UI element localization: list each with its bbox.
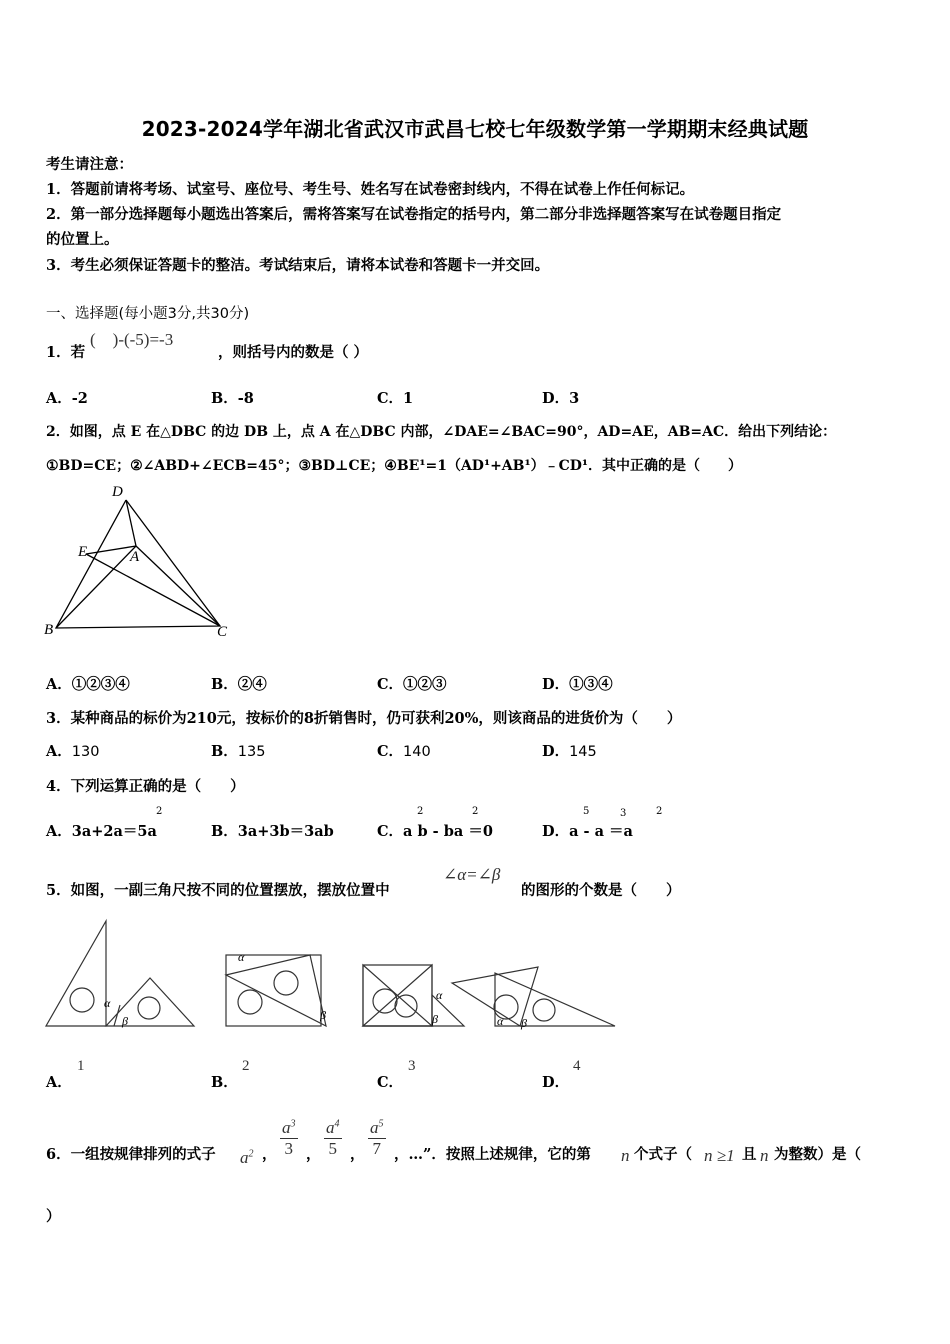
fig3-alpha: α [436, 988, 443, 1002]
notice-heading: 考生请注意： [46, 156, 133, 173]
label-d: D [112, 484, 123, 500]
q2-option-c: C．①②③ [377, 676, 447, 693]
label-a: A [130, 549, 140, 565]
fig2-beta: β [320, 1008, 326, 1022]
q6-cond2: 且 [742, 1146, 757, 1163]
q1-prefix: 1．若 [46, 344, 86, 361]
fig2-alpha: α [238, 950, 245, 964]
q1-option-d: D．3 [542, 390, 580, 407]
q2-line2: ①BD=CE；②∠ABD+∠ECB=45°；③BD⊥CE；④BE¹=1（AD¹+AB¹）﹣CD¹．其中正确的是（ ） [46, 458, 743, 474]
q5-formula: ∠α=∠β [443, 865, 501, 884]
fig3-beta: β [432, 1012, 438, 1026]
q2-option-d: D．①③④ [542, 676, 613, 693]
q5-option-b: B． [211, 1074, 238, 1091]
q6-sep-3: ， [350, 1146, 365, 1163]
q6-sep-1: ， [262, 1146, 277, 1163]
q1-formula: ( )-(-5)=-3 [90, 330, 174, 349]
notice-item-2: 2．第一部分选择题每小题选出答案后，需将答案写在试卷指定的括号内，第二部分非选择题答案写在试卷题目指定 [46, 206, 782, 223]
q4-a-sup: 2 [156, 806, 163, 817]
q1-option-a: A．-2 [46, 390, 88, 407]
q6-n: n [621, 1146, 630, 1165]
q5-option-c: C． [377, 1074, 404, 1091]
q4-option-a: A．3a+2a＝5a [46, 823, 157, 840]
q5-prefix: 5．如图，一副三角尺按不同的位置摆放，摆放位置中 [46, 882, 390, 899]
q4-d-sup-3: 2 [656, 806, 663, 817]
q5-option-c-value: 3 [408, 1058, 416, 1074]
q6-suffix: 为整数）是（ [774, 1146, 861, 1163]
q3-option-d: D．145 [542, 743, 597, 760]
q4-c-sup-2: 2 [472, 806, 479, 817]
notice-item-3: 3．考生必须保证答题卡的整洁。考试结束后，请将本试卷和答题卡一并交回。 [46, 257, 550, 274]
q5-option-b-value: 2 [242, 1058, 250, 1074]
q1-option-c: C．1 [377, 390, 414, 407]
fig1-beta: β [122, 1014, 128, 1028]
q5-option-d: D． [542, 1074, 570, 1091]
q6-first-term: $a^2$ [240, 1148, 254, 1167]
q2-figure [40, 480, 240, 640]
q5-option-d-value: 4 [573, 1058, 581, 1074]
fig4-alpha: α [497, 1014, 504, 1028]
q6-sep-2: ， [306, 1146, 321, 1163]
section-heading: 一、选择题(每小题3分,共30分) [46, 306, 250, 322]
q3-option-c: C．140 [377, 743, 431, 760]
q6-cond: n ≥1 [704, 1146, 735, 1165]
q1-option-b: B．-8 [211, 390, 254, 407]
label-e: E [78, 544, 88, 560]
q6-frac-3: $\frac{a^5}{7}$ [370, 1118, 384, 1158]
fig1-alpha: α [104, 996, 111, 1010]
q6-prefix: 6．一组按规律排列的式子 [46, 1146, 216, 1163]
q2-line1: 2．如图，点 E 在△DBC 的边 DB 上，点 A 在△DBC 内部，∠DAE=∠BAC=90°，AD=AE，AB=AC．给出下列结论： [46, 424, 837, 440]
q3-option-b: B．135 [211, 743, 266, 760]
q3-option-a: A．130 [46, 743, 100, 760]
page-title: 2023-2024学年湖北省武汉市武昌七校七年级数学第一学期期末经典试题 [141, 117, 809, 141]
notice-item-2-cont: 的位置上。 [46, 231, 119, 248]
q6-mid: 个式子（ [634, 1146, 692, 1163]
q6-close: ） [46, 1208, 61, 1225]
q4-option-d: D．a - a ＝a [542, 823, 633, 840]
q5-option-a-value: 1 [77, 1058, 85, 1074]
q2-option-b: B．②④ [211, 676, 267, 693]
fig4-beta: β [521, 1016, 527, 1030]
q4-c-sup-1: 2 [417, 806, 424, 817]
q5-option-a: A． [46, 1074, 72, 1091]
q6-n2: n [760, 1146, 769, 1165]
q2-option-a: A．①②③④ [46, 676, 130, 693]
q4-option-c: C．a b - ba ＝0 [377, 823, 493, 840]
q1-suffix: ，则括号内的数是（ ） [218, 344, 369, 361]
q3-text: 3．某种商品的标价为210元，按标价的8折销售时，仍可获利20%，则该商品的进货价为（ ） [46, 710, 682, 727]
label-c: C [217, 624, 228, 640]
q4-option-b: B．3a+3b＝3ab [211, 823, 334, 840]
q6-frac-2: $\frac{a^4}{5}$ [326, 1118, 340, 1158]
q4-text: 4．下列运算正确的是（ ） [46, 778, 245, 795]
notice-item-1: 1．答题前请将考场、试室号、座位号、考生号、姓名写在试卷密封线内，不得在试卷上作任何标记。 [46, 181, 695, 198]
q5-suffix: 的图形的个数是（ ） [521, 882, 681, 899]
q4-d-sup-1: 5 [583, 806, 590, 817]
q6-frac-1: $\frac{a^3}{3}$ [282, 1118, 296, 1158]
label-b: B [44, 622, 54, 638]
q5-figures [40, 915, 620, 1035]
q6-ellipsis: ，…”．按照上述规律，它的第 [394, 1146, 591, 1163]
q4-d-sup-2: 3 [620, 808, 627, 819]
